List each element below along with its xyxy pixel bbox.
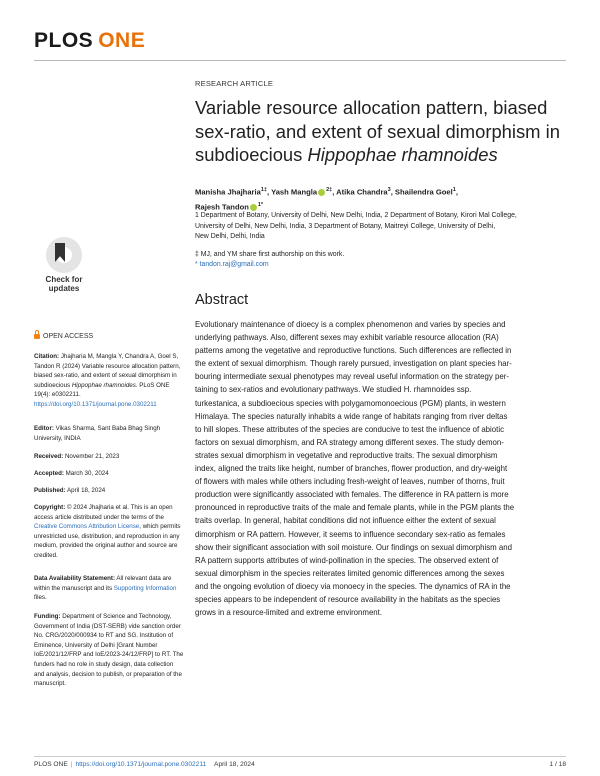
abstract-body [195,318,572,619]
abstract-line: grows in a resource-limited and extreme environment. [195,608,383,618]
published-value: April 18, 2024 [65,487,106,494]
affiliation-line: University of Delhi, New Delhi, India, 3 Department of Botany, Maitreyi College, University of Delhi, [195,222,496,230]
received-date [34,452,184,462]
funding-block [34,612,184,689]
affiliations [195,211,565,243]
journal-logo[interactable] [34,29,145,53]
abstract-line: Evolutionary maintenance of dioecy is a complex phenomenon and varies by species and [195,320,506,329]
badge-line2: updates [48,284,80,293]
abstract-line: RA pattern supports attributes of wind-pollination in the species. The observed extent of [195,555,499,565]
author-notes [195,250,495,270]
author-affil: 3 [387,187,391,193]
abstract-line: taining to sex-ratios and evolutionary pathways. We studied H. rhamnoides ssp. [195,385,472,395]
funding-label: Funding: [34,613,61,620]
copyright-text: © 2024 Jhajharia et al. This is an open access article distributed under the terms of the [34,504,173,521]
first-author-note: ‡ MJ, and YM share first authorship on this work. [195,251,345,258]
data-availability-end: files. [34,594,47,602]
author-name[interactable]: Rajesh Tandon [195,202,249,212]
author-affil: 2‡ [326,187,333,193]
article-title-italic: Hippophae rhamnoides [307,144,498,165]
author-name[interactable]: Atika Chandra [336,187,388,197]
author-affil: 1‡ [260,187,267,193]
abstract-line: dimorphism or RA pattern. However, it seems to influence secondary sex-ratio as females [195,529,506,539]
abstract-line: production were significantly associated with females. The difference in RA pattern is more [195,490,509,500]
author-list: Manisha Jhajharia$^{1\ddagger}$, Yash Mangla $^{2\ddagger}$, Atika Chandra$^3$, Shailendra Goel$^1$, Rajesh Tandon $^{1*}$ [195,187,458,212]
journal-name-one: ONE [98,29,146,52]
page-footer: PLOS ONE | https://doi.org/10.1371/journal.pone.0302211 April 18, 2024 [34,761,255,768]
journal-name-plos: PLOS [34,29,94,52]
editor-label: Editor: [34,425,54,432]
license-link[interactable]: Creative Commons Attribution License [34,523,140,531]
abstract-heading: Abstract [195,292,249,308]
copyright-block [34,503,184,561]
affiliation-line: New Delhi, Delhi, India [195,233,265,240]
author-name[interactable]: Yash Mangla [271,187,318,197]
published-date [34,486,184,496]
abstract-line: sexual dimorphism in the species reiterates limited genomic differences among the sexes [195,568,505,578]
copyright-label: Copyright: [34,504,66,511]
data-availability-block [34,574,184,603]
abstract-line: pronounced in reproductive traits of the male and female plants, while in the PGM plants the [195,503,515,513]
author-affil: 1 [452,187,456,193]
citation-journal: . PLoS ONE 19(4): e0302211. [34,381,170,399]
article-title [195,96,575,167]
author-affil: 1* [257,201,264,208]
footer-doi-link[interactable]: https://doi.org/10.1371/journal.pone.0302211 [75,761,207,768]
abstract-line: the extent of sexual dimorphism. Though rarely pursued, investigation on plant species har- [195,359,512,369]
abstract-line: Himalaya. The species naturally inhabits a wide range of habitats ranging from river deltas [195,411,508,421]
check-for-updates-badge[interactable] [34,237,94,294]
corresponding-email[interactable]: * tandon.raj@gmail.com [195,261,269,268]
footer-date: April 18, 2024 [214,761,255,768]
abstract-line: and the ongoing evolution of dioecy via monoecy in the species. The dynamics of RA in the [195,581,511,591]
affiliation-line: 1 Department of Botany, University of Delhi, New Delhi, India, 2 Department of Botany, Kirori Mal College, [195,212,517,219]
footer-journal: PLOS ONE [34,761,68,768]
abstract-line: turkestanica, a subdioecious species with polygamomonoecious (PGM) plants, in western [195,398,506,408]
author-name[interactable]: Shailendra Goel [394,187,453,197]
citation-label: Citation: [34,353,60,360]
badge-line1: Check for [45,275,83,284]
open-access-text: OPEN ACCESS [43,333,94,340]
citation-block [34,352,184,410]
editor-block [34,424,184,443]
author-name[interactable]: Manisha Jhajharia [195,187,261,197]
footer-divider [34,756,566,757]
page-number: 1 / 18 [549,761,566,768]
received-value: November 21, 2023 [63,453,120,460]
published-label: Published: [34,487,66,494]
accepted-date [34,469,184,479]
funding-text: Department of Science and Technology, Government of India (DST-SERB) vide sanction order No. CRG/2020/000934 to RT and SG. Institution of Eminence, University of Delhi [Grant Number IoE/2021/12/FRP and IoE/2023-24/12/FRP] to RT. The funders had no role in study design, data collection and analysis, decision to publish, or preparation of the manuscript. [34,613,184,688]
orcid-icon[interactable] [318,189,325,196]
citation-doi-link[interactable]: https://doi.org/10.1371/journal.pone.0302211 [34,400,157,408]
data-availability-label: Data Availability Statement: [34,575,116,582]
citation-species: Hippophae rhamnoides [71,381,136,389]
header-divider [34,60,566,61]
orcid-icon[interactable] [250,204,257,211]
open-lock-icon [34,334,40,339]
abstract-line: patterns among the vegetative and reproductive functions. Such differences are reflected in [195,346,512,356]
abstract-line: strates sexual dimorphism in vegetative and reproductive traits. The sexual dimorphism [195,450,498,460]
citation-text: Jhajharia M, Mangla Y, Chandra A, Goel S, Tandon R (2024) Variable resource allocation pattern, biased sex-ratio, and extent of sexual dimorphism in subdioecious [34,353,181,389]
abstract-line: index, aligned the traits like height, number of branches, flower production, and dry-weight [195,464,508,474]
accepted-label: Accepted: [34,470,64,477]
abstract-line: factors on sexual dimorphism, and RA strategy among different sexes. The study demon- [195,437,504,447]
supporting-info-link[interactable]: Supporting Information [113,584,177,592]
abstract-line: show their significant association with soil moisture. Our findings on sexual dimorphism and [195,542,512,552]
abstract-line: traits overlap. In general, habitat conditions did not influence either the extent of sexual [195,516,496,526]
abstract-line: of flowers with males while others including fresh-weight of leaves, number of thorns, fruit [195,477,505,487]
accepted-value: March 30, 2024 [63,470,109,477]
abstract-line: bouring intermediate sexual phenotypes may reveal useful information on the strategy per- [195,372,509,382]
received-label: Received: [34,453,64,460]
data-availability-text: All relevant data are within the manuscript and its [34,575,172,592]
copyright-text-end: , which permits unrestricted use, distribution, and reproduction in any medium, provided the original author and source are credited. [34,523,181,559]
article-title-plain: Variable resource allocation pattern, biased sex-ratio, and extent of sexual dimorphism in subdioecious [195,97,560,165]
abstract-line: species appears to be independent of resource availability in the habitats as the species [195,594,501,604]
article-type: RESEARCH ARTICLE [195,79,274,88]
abstract-line: underlying pathways. Also, different sexes may exhibit variable resource allocation (RA) [195,333,499,343]
editor-text: Vikas Sharma, Sant Baba Bhag Singh University, INDIA [34,425,161,442]
abstract-line: to hill slopes. These attributes of the species are conducive to test the influence of abiotic [195,424,504,434]
open-access-label [34,333,93,340]
